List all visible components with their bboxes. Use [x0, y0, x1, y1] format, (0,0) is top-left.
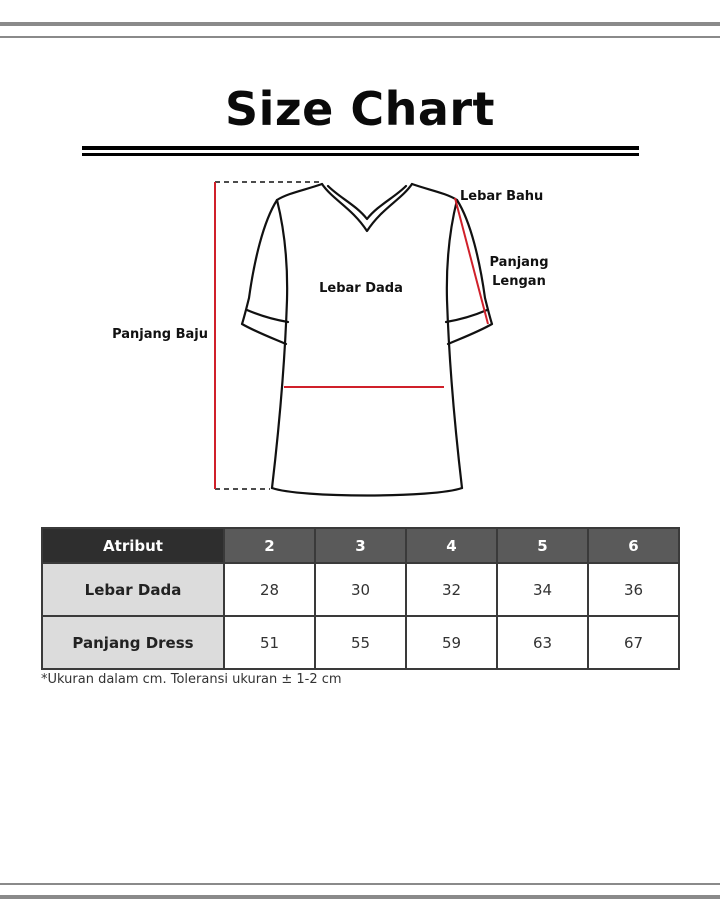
table-cell: 59	[406, 616, 497, 669]
table-cell: 63	[497, 616, 588, 669]
left-cuff	[247, 310, 288, 322]
size-table	[41, 527, 680, 670]
table-header-row	[42, 528, 679, 563]
shirt-outline	[242, 184, 492, 496]
label-panjang-lengan-line2: Lengan	[492, 274, 546, 289]
top-frame-line-outer	[0, 22, 720, 26]
body-left-side	[272, 200, 287, 488]
table-cell: 55	[315, 616, 406, 669]
row-label: Panjang Dress	[42, 616, 224, 669]
table-row	[42, 563, 679, 616]
header-size: 3	[315, 528, 406, 563]
table-cell: 36	[588, 563, 679, 616]
table-cell: 28	[224, 563, 315, 616]
neckline	[322, 184, 412, 231]
header-size: 2	[224, 528, 315, 563]
body-right-side	[447, 200, 462, 488]
top-frame-line-inner	[0, 36, 720, 38]
hem	[272, 488, 462, 496]
table-cell: 30	[315, 563, 406, 616]
title-underline-bottom	[82, 153, 639, 156]
header-size: 4	[406, 528, 497, 563]
header-attribute: Atribut	[42, 528, 224, 563]
label-panjang-baju: Panjang Baju	[112, 327, 208, 342]
panjang-lengan-line	[455, 198, 488, 324]
title-underline-top	[82, 146, 639, 150]
page-title: Size Chart	[224, 82, 496, 136]
table-row	[42, 616, 679, 669]
bottom-frame-line-outer	[0, 895, 720, 899]
header-size: 6	[588, 528, 679, 563]
table-cell: 34	[497, 563, 588, 616]
label-lebar-bahu: Lebar Bahu	[460, 189, 544, 204]
row-label: Lebar Dada	[42, 563, 224, 616]
header-size: 5	[497, 528, 588, 563]
footnote: *Ukuran dalam cm. Toleransi ukuran ± 1-2 cm	[41, 672, 342, 687]
table-cell: 67	[588, 616, 679, 669]
right-cuff	[446, 310, 487, 322]
bottom-frame-line-inner	[0, 883, 720, 885]
label-panjang-lengan-line1: Panjang	[489, 255, 549, 270]
table-cell: 32	[406, 563, 497, 616]
table-cell: 51	[224, 616, 315, 669]
label-lebar-dada: Lebar Dada	[319, 281, 403, 296]
garment-diagram	[0, 170, 720, 510]
